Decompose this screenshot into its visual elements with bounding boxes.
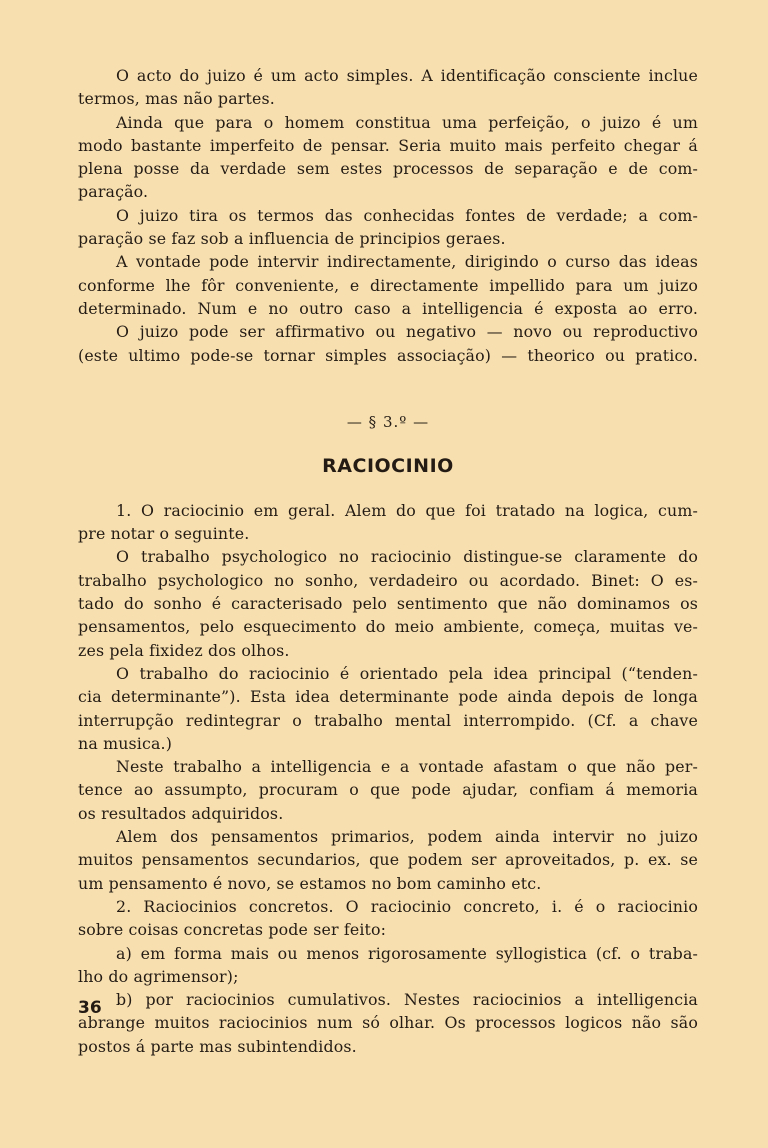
- text-line: abrange muitos raciocinios num só olhar. Os processos logicos não são: [78, 1013, 698, 1033]
- text-line: cia determinante”). Esta idea determinante pode ainda depois de longa: [78, 687, 698, 707]
- text-line: O trabalho do raciocinio é orientado pela idea principal (“tenden-: [116, 663, 698, 683]
- text-line: A vontade pode intervir indirectamente, dirigindo o curso das ideas: [116, 252, 698, 272]
- text-line: Alem dos pensamentos primarios, podem ainda intervir no juizo: [116, 827, 698, 847]
- text-line: muitos pensamentos secundarios, que podem ser aproveitados, p. ex. se: [78, 850, 698, 870]
- text-line: paração.: [78, 182, 149, 202]
- text-line: 1. O raciocinio em geral. Alem do que foi tratado na logica, cum-: [116, 500, 698, 520]
- text-line: termos, mas não partes.: [78, 89, 275, 109]
- paragraph: [78, 111, 698, 204]
- text-line: Neste trabalho a intelligencia e a vontade afastam o que não per-: [116, 757, 698, 777]
- text-line: tence ao assumpto, procuram o que pode ajudar, confiam á memoria: [78, 780, 698, 800]
- text-line: tado do sonho é caracterisado pelo sentimento que não dominamos os: [78, 594, 698, 614]
- text-line: sobre coisas concretas pode ser feito:: [78, 920, 387, 940]
- text-line: plena posse da verdade sem estes processos de separação e de com-: [78, 159, 698, 179]
- paragraph: [78, 320, 698, 367]
- paragraph: [78, 825, 698, 895]
- paragraph: [78, 895, 698, 942]
- text-line: 2. Raciocinios concretos. O raciocinio concreto, i. é o raciocinio: [116, 896, 698, 916]
- text-line: postos á parte mas subintendidos.: [78, 1036, 357, 1056]
- text-line: na musica.): [78, 733, 173, 753]
- book-page: [78, 64, 698, 1124]
- section-title: RACIOCINIO: [322, 454, 454, 477]
- paragraph: [78, 64, 698, 111]
- text-line: um pensamento é novo, se estamos no bom caminho etc.: [78, 873, 542, 893]
- paragraph: [78, 545, 698, 661]
- text-line: pensamentos, pelo esquecimento do meio ambiente, começa, muitas ve-: [78, 617, 698, 637]
- text-line: determinado. Num e no outro caso a intelligencia é exposta ao erro.: [78, 298, 698, 318]
- text-line: (este ultimo pode-se tornar simples associação) — theorico ou pratico.: [78, 345, 698, 365]
- text-line: O juizo pode ser affirmativo ou negativo — novo ou reproductivo: [116, 322, 698, 342]
- text-line: os resultados adquiridos.: [78, 803, 284, 823]
- text-line: O juizo tira os termos das conhecidas fontes de verdade; a com-: [116, 205, 698, 225]
- text-line: pre notar o seguinte.: [78, 524, 250, 544]
- text-line: O acto do juizo é um acto simples. A identificação consciente inclue: [116, 66, 698, 85]
- paragraph: [78, 250, 698, 320]
- text-line: trabalho psychologico no sonho, verdadeiro ou acordado. Binet: O es-: [78, 570, 698, 590]
- page-number: 36: [78, 998, 102, 1018]
- paragraph: [78, 662, 698, 755]
- paragraph: [78, 942, 698, 989]
- paragraph: [78, 499, 698, 546]
- section-mark: — § 3.º —: [346, 412, 430, 431]
- paragraph: [78, 204, 698, 251]
- paragraph: [78, 755, 698, 825]
- paragraph: [78, 988, 698, 1058]
- text-line: b) por raciocinios cumulativos. Nestes raciocinios a intelligencia: [116, 990, 698, 1010]
- text-line: modo bastante imperfeito de pensar. Seria muito mais perfeito chegar á: [78, 135, 698, 155]
- text-line: lho do agrimensor);: [78, 966, 239, 986]
- text-line: interrupção redintegrar o trabalho mental interrompido. (Cf. a chave: [78, 710, 698, 730]
- text-line: conforme lhe fôr conveniente, e directamente impellido para um juizo: [78, 275, 698, 295]
- text-line: Ainda que para o homem constitua uma perfeição, o juizo é um: [116, 112, 698, 132]
- text-block-reasoning: [78, 499, 698, 1058]
- text-line: O trabalho psychologico no raciocinio distingue-se claramente do: [116, 547, 698, 567]
- text-block-judgment: [78, 64, 698, 367]
- text-line: zes pela fixidez dos olhos.: [78, 640, 290, 660]
- text-line: paração se faz sob a influencia de principios geraes.: [78, 229, 506, 249]
- text-line: a) em forma mais ou menos rigorosamente syllogistica (cf. o traba-: [116, 943, 698, 963]
